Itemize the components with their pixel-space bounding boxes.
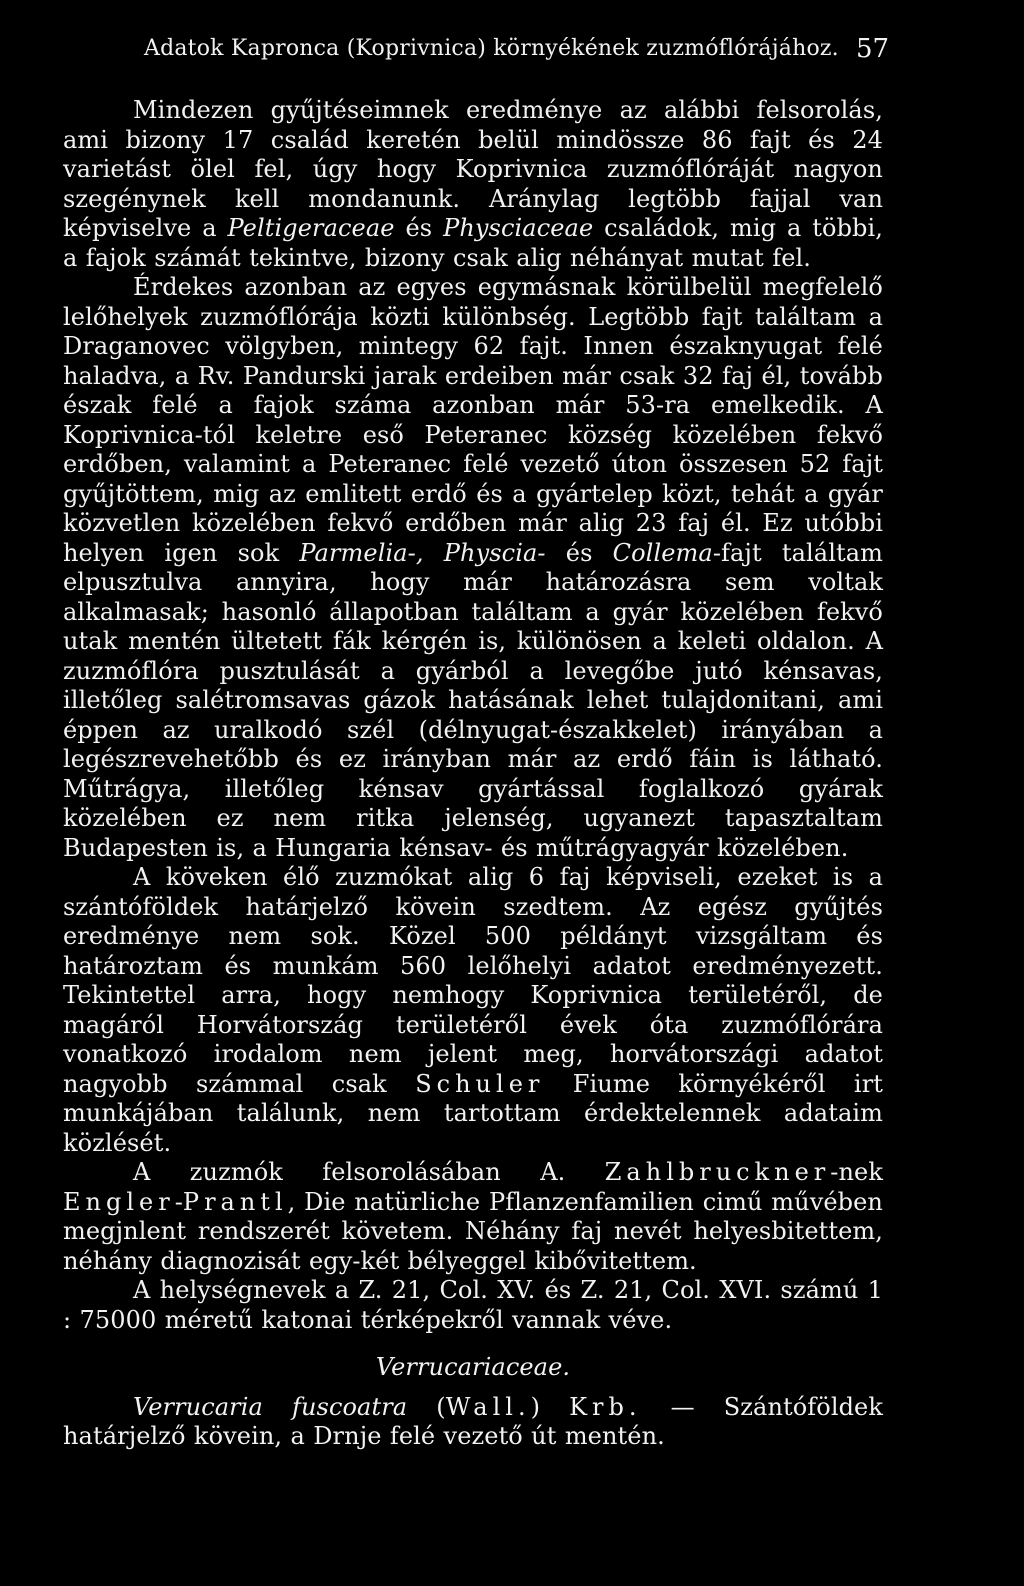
- running-header: Adatok Kapronca (Koprivnica) környékének zuzmóflórájához.: [144, 36, 839, 61]
- paragraph: [63, 1276, 883, 1335]
- paragraph: [63, 273, 883, 863]
- spaced-name: Krb.: [569, 1392, 642, 1421]
- page-number: 57: [856, 34, 890, 64]
- body-text: [63, 96, 883, 1452]
- text-run: és: [545, 538, 613, 567]
- italic-run: Physciaceae: [443, 214, 594, 242]
- text-run: , Die natürliche Pflanzenfamilien cimű művében megjnlent rendszerét követem. Néhány faj nevét helyesbitettem, néhány diagnozisát egy-két bélyeggel kibővitettem.: [63, 1187, 883, 1275]
- spaced-name: Prantl: [182, 1187, 288, 1216]
- text-run: és: [394, 214, 444, 242]
- paragraph: [63, 96, 883, 273]
- text-run: Érdekes azonban az egyes egymásnak körülbelül megfelelő lelőhelyek zuzmóflórája közti különbség. Legtöbb fajt találtam a Draganovec völgyben, mintegy 62 fajt. Innen északnyugat felé haladva, a Rv. Pandurski jarak erdeiben már csak 32 faj él, tovább észak felé a fajok száma azonban már 53-ra emelkedik. A Koprivnica-tól keletre eső Peteranec község közelében fekvő erdőben, valamint a Peteranec felé vezető úton összesen 52 fajt gyűjtöttem, mig az emlitett erdő és a gyártelep közt, tehát a gyár közvetlen közelében fekvő erdőben már alig 23 faj él. Ez utóbbi helyen igen sok: [63, 273, 883, 567]
- text-run: Mindezen gyűjtéseimnek eredménye az alábbi felsorolás, ami bizony 17 család keretén belül mindössze 86 fajt és 24 varietást ölel fel, úgy hogy Koprivnica zuzmóflóráját nagyon szegénynek kell mondanunk. Aránylag legtöbb fajjal van képviselve a: [63, 96, 883, 242]
- text-run: -: [174, 1187, 183, 1216]
- italic-run: Collema: [612, 538, 713, 567]
- spaced-name: Schuler: [415, 1069, 545, 1098]
- paragraph: [63, 1158, 883, 1276]
- section-heading: Verrucariaceae.: [375, 1353, 571, 1381]
- text-run: -fajt találtam elpusztulva annyira, hogy már határozásra sem voltak alkalmasak; hasonló állapotban találtam a gyár közelében fekvő utak mentén ültetett fák kérgén is, különösen a keleti oldalon. A zuzmóflóra pusztulását a gyárból a levegőbe jutó kénsavas, illetőleg salétromsavas gázok hatásának lehet tulajdonitani, ami éppen az uralkodó szél (délnyugat-északkelet) irányában a legészrevehetőbb és ez irányban már az erdő fáin is látható. Műtrágya, illetőleg kénsav gyártással foglalkozó gyárak közelében ez nem ritka jelenség, ugyanezt tapasztaltam Budapesten is, a Hungaria kénsav- és műtrágyagyár közelében.: [63, 538, 883, 862]
- spaced-name: Engler: [63, 1187, 175, 1216]
- italic-run: Verrucaria fuscoatra: [133, 1392, 408, 1421]
- text-run: A köveken élő zuzmókat alig 6 faj képviseli, ezeket is a szántóföldek határjelző kövein szedtem. Az egész gyűjtés eredménye nem sok. Közel 500 példányt vizsgáltam és határoztam és munkám 560 lelőhelyi adatot eredményezett. Tekintettel arra, hogy nemhogy Koprivnica területéről, de magáról Horvátország területéről évek óta zuzmóflórára vonatkozó irodalom nem jelent meg, horvátországi adatot nagyobb számmal csak: [63, 863, 883, 1098]
- text-run: (: [407, 1392, 446, 1421]
- text-run: -nek: [830, 1158, 883, 1186]
- paragraph: [63, 863, 883, 1158]
- text-run: — Szántóföldek határjelző kövein, a Drnje felé vezető út mentén.: [63, 1392, 884, 1450]
- species-entry: [63, 1393, 883, 1452]
- text-run: Fiume környékéről irt munkájában találunk, nem tartottam érdektelennek adataim közlését.: [63, 1069, 884, 1157]
- italic-run: Parmelia-, Physcia-: [299, 538, 546, 567]
- spaced-name: Zahlbruckner: [604, 1158, 831, 1186]
- text-run: családok, mig a többi, a fajok számát tekintve, bizony csak alig néhányat mutat fel.: [63, 214, 883, 272]
- text-run: A helységnevek a Z. 21, Col. XV. és Z. 21, Col. XVI. számú 1 : 75000 méretű katonai térképekről vannak véve.: [63, 1276, 883, 1334]
- spaced-name: Wall.: [445, 1392, 531, 1421]
- italic-run: Peltigeraceae: [227, 214, 395, 242]
- text-run: A zuzmók felsorolásában A.: [133, 1158, 605, 1186]
- text-run: ): [530, 1392, 570, 1421]
